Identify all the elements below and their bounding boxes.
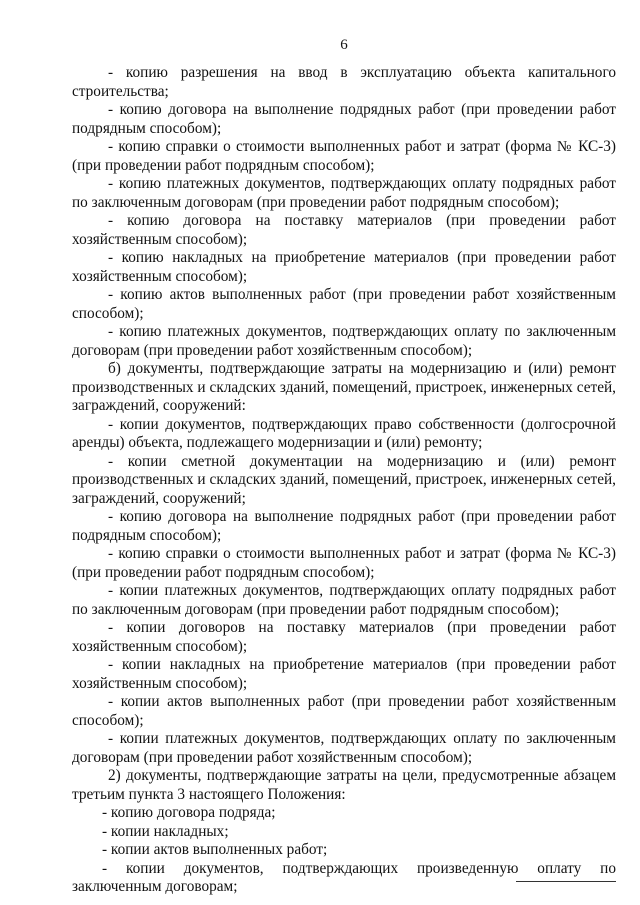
paragraph: - копии документов, подтверждающих произведенную оплату по заключенным договорам; (72, 859, 616, 895)
paragraph: - копии сметной документации на модернизацию и (или) ремонт производственных и складских зданий, помещений, пристроек, инженерных сетей, заграждений, сооружений; (72, 452, 616, 507)
footer-rule (516, 881, 616, 882)
paragraph: - копию договора на выполнение подрядных работ (при проведении работ подрядным способом); (72, 508, 616, 544)
paragraph: 2) документы, подтверждающие затраты на цели, предусмотренные абзацем третьим пункта 3 настоящего Положения: (72, 767, 616, 803)
paragraph: б) документы, подтверждающие затраты на модернизацию и (или) ремонт производственных и складских зданий, помещений, пристроек, инженерных сетей, заграждений, сооружений: (72, 360, 616, 414)
paragraph: - копию справки о стоимости выполненных работ и затрат (форма № КС-3) (при проведении работ подрядным способом); (72, 545, 616, 581)
paragraph: - копию платежных документов, подтверждающих оплату подрядных работ по заключенным договорам (при проведении работ подрядным способом); (72, 175, 616, 211)
paragraph: - копии накладных на приобретение материалов (при проведении работ хозяйственным способом); (72, 656, 616, 692)
paragraph: - копии актов выполненных работ (при проведении работ хозяйственным способом); (72, 693, 616, 729)
paragraph: - копию договора на поставку материалов (при проведении работ хозяйственным способом); (72, 212, 616, 248)
paragraph: - копию справки о стоимости выполненных работ и затрат (форма № КС-3) (при проведении работ подрядным способом); (72, 138, 616, 174)
paragraph: - копии платежных документов, подтверждающих оплату по заключенным договорам (при проведении работ хозяйственным способом); (72, 730, 616, 766)
paragraph: - копии актов выполненных работ; (102, 841, 328, 858)
document-body (72, 64, 616, 897)
paragraph: - копию договора подряда; (102, 804, 276, 821)
paragraph: - копии платежных документов, подтверждающих оплату подрядных работ по заключенным договорам (при проведении работ подрядным способом); (72, 582, 616, 618)
paragraph: - копию разрешения на ввод в эксплуатацию объекта капитального строительства; (72, 64, 616, 100)
paragraph: - копии документов, подтверждающих право собственности (долгосрочной аренды) объекта, подлежащего модернизации и (или) ремонту; (72, 415, 616, 451)
page-number: 6 (340, 37, 348, 53)
paragraph: - копии договоров на поставку материалов (при проведении работ хозяйственным способом); (72, 619, 616, 655)
paragraph: - копию накладных на приобретение материалов (при проведении работ хозяйственным способом); (72, 249, 616, 285)
document-page (72, 0, 616, 905)
paragraph: - копию платежных документов, подтверждающих оплату по заключенным договорам (при проведении работ хозяйственным способом); (72, 323, 616, 359)
paragraph: - копии накладных; (102, 822, 229, 840)
paragraph: - копию актов выполненных работ (при проведении работ хозяйственным способом); (72, 286, 616, 322)
paragraph: - копию договора на выполнение подрядных работ (при проведении работ подрядным способом); (72, 101, 616, 137)
